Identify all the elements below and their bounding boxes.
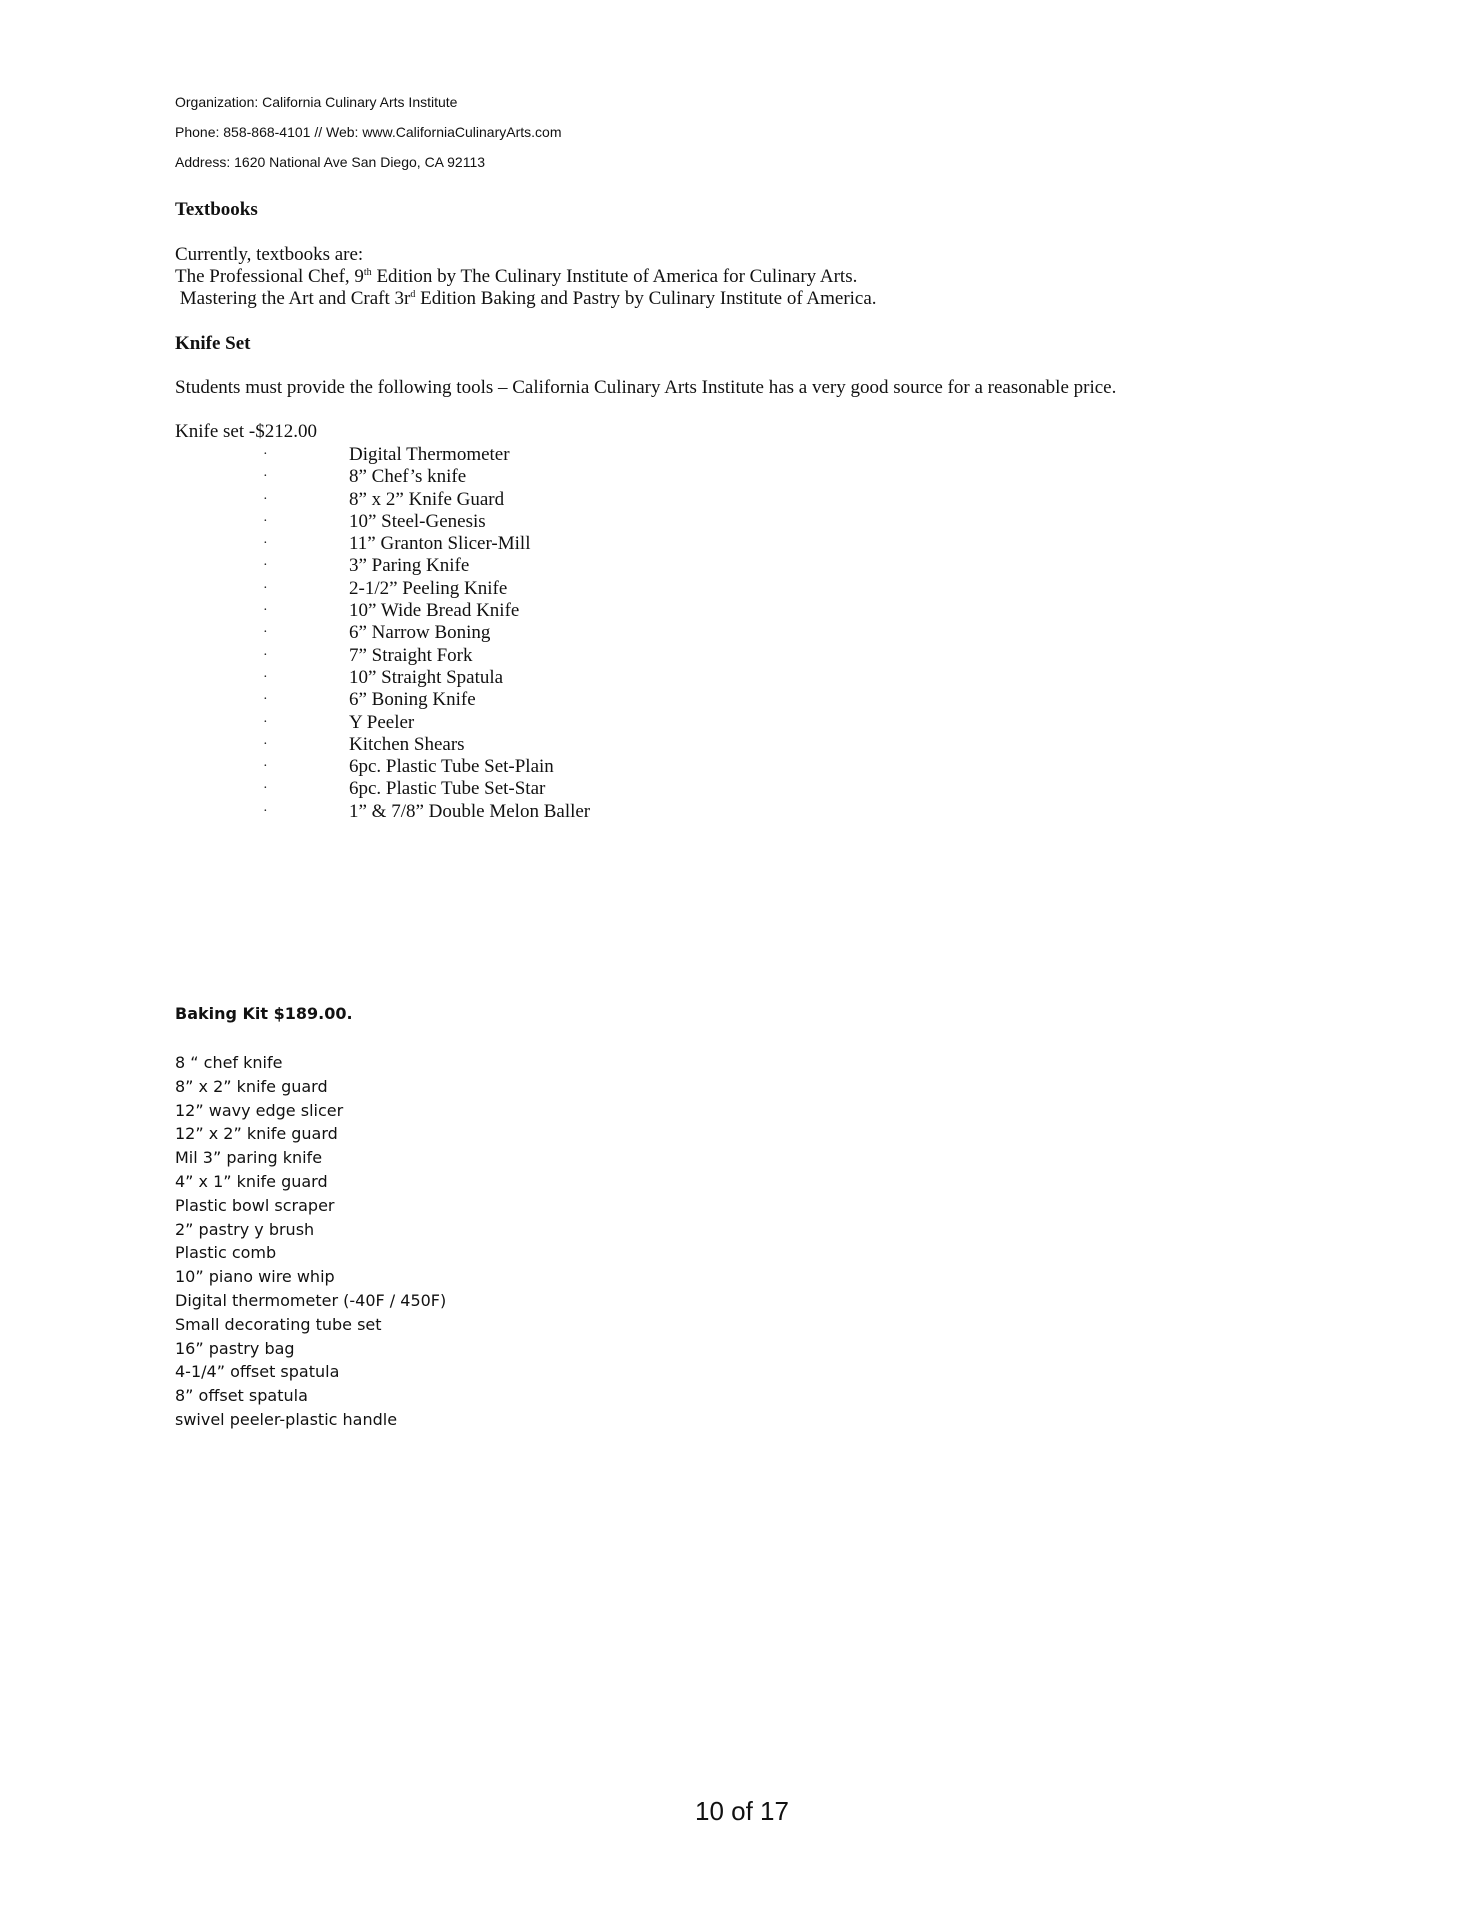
knife-item-label: 8” Chef’s knife [349, 466, 467, 488]
list-item: 2” pastry y brush [175, 1219, 315, 1239]
knife-set-intro: Students must provide the following tools – California Culinary Arts Institute has a very good source for a reasonable price. [175, 377, 1117, 398]
knife-item-label: Y Peeler [349, 711, 415, 733]
knife-item-label: 8” x 2” Knife Guard [349, 488, 505, 510]
address-line: Address: 1620 National Ave San Diego, CA 92113 [175, 154, 486, 170]
organization-line: Organization: California Culinary Arts Institute [175, 94, 458, 110]
knife-item-label: 10” Steel-Genesis [349, 510, 486, 532]
bullet-icon: · [263, 759, 268, 775]
list-item: 10” piano wire whip [175, 1267, 335, 1287]
bullet-icon: · [263, 536, 268, 552]
bullet-icon: · [263, 669, 268, 685]
knife-item-label: Digital Thermometer [349, 444, 510, 465]
bullet-icon: · [263, 692, 268, 708]
phone-web-line: Phone: 858-868-4101 // Web: www.CaliforniaCulinaryArts.com [175, 124, 562, 140]
list-item: swivel peeler-plastic handle [175, 1409, 398, 1429]
bullet-icon: · [263, 781, 268, 797]
textbook-1-ordinal: th [363, 267, 372, 278]
textbooks-intro: Currently, textbooks are: [175, 244, 364, 265]
knife-set-heading: Knife Set [175, 333, 251, 354]
list-item: 4” x 1” knife guard [175, 1171, 328, 1191]
knife-item-label: 10” Straight Spatula [349, 666, 504, 688]
textbook-1-detail: Edition by The Culinary Institute of America for Culinary Arts. [371, 266, 858, 287]
textbook-2-title: Mastering the Art and Craft 3r [175, 288, 411, 309]
knife-item-label: 3” Paring Knife [349, 555, 470, 577]
bullet-icon: · [263, 447, 268, 462]
knife-item-label: 6” Boning Knife [349, 689, 476, 711]
textbook-1-title: The Professional Chef, 9 [175, 266, 364, 287]
list-item: Plastic comb [175, 1243, 277, 1263]
baking-kit-list [175, 1051, 446, 1432]
list-item: 8” offset spatula [175, 1386, 308, 1406]
bullet-icon: · [263, 558, 268, 574]
list-item: 12” wavy edge slicer [175, 1100, 344, 1120]
bullet-icon: · [263, 469, 268, 485]
list-item: Digital thermometer (-40F / 450F) [175, 1290, 447, 1310]
textbook-2-detail: Edition Baking and Pastry by Culinary Institute of America. [415, 288, 877, 309]
knife-item-label: 11” Granton Slicer-Mill [349, 533, 531, 555]
knife-item-label: 6pc. Plastic Tube Set-Star [349, 778, 546, 800]
bullet-icon: · [263, 803, 268, 819]
knife-set-price: Knife set -$212.00 [175, 421, 317, 442]
textbook-2-ordinal: d [410, 289, 416, 300]
bullet-icon: · [263, 736, 268, 752]
knife-item-label: Kitchen Shears [349, 733, 465, 755]
knife-item-label: 10” Wide Bread Knife [349, 600, 520, 622]
textbook-1 [175, 266, 857, 288]
knife-item-label: 6” Narrow Boning [349, 622, 491, 644]
baking-kit-title: Baking Kit $189.00. [175, 1004, 353, 1023]
list-item: 4-1/4” offset spatula [175, 1362, 340, 1382]
bullet-icon: · [263, 603, 268, 619]
bullet-icon: · [263, 714, 268, 730]
list-item: Plastic bowl scraper [175, 1195, 335, 1215]
list-item: 8 “ chef knife [175, 1053, 283, 1072]
bullet-icon: · [263, 647, 268, 663]
bullet-icon: · [263, 491, 268, 507]
page-number: 10 of 17 [695, 1796, 789, 1826]
bullet-icon: · [263, 580, 268, 596]
textbooks-heading: Textbooks [175, 199, 258, 220]
bullet-icon: · [263, 513, 268, 529]
knife-item-label: 1” & 7/8” Double Melon Baller [349, 800, 591, 822]
knife-item-label: 6pc. Plastic Tube Set-Plain [349, 756, 554, 778]
knife-item-label: 2-1/2” Peeling Knife [349, 577, 508, 599]
textbook-2 [175, 288, 877, 310]
knife-item-label: 7” Straight Fork [349, 644, 473, 666]
bullet-icon: · [263, 625, 268, 641]
list-item: Mil 3” paring knife [175, 1148, 323, 1168]
list-item: 12” x 2” knife guard [175, 1124, 338, 1144]
list-item: Small decorating tube set [175, 1314, 382, 1334]
list-item: 8” x 2” knife guard [175, 1076, 328, 1096]
list-item: 16” pastry bag [175, 1338, 295, 1358]
